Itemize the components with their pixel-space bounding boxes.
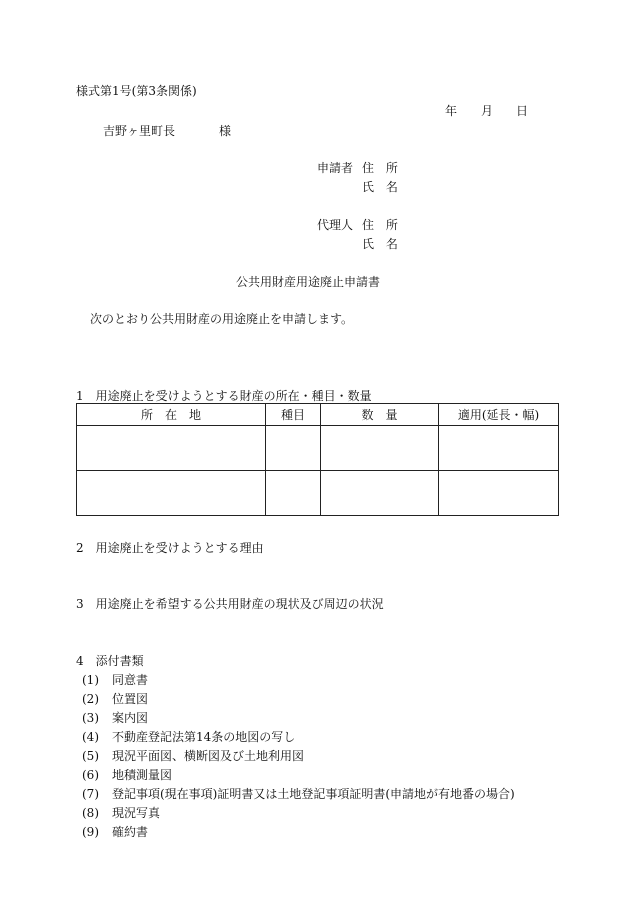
table-cell-category[interactable] <box>266 426 321 471</box>
addressee-honorific: 様 <box>219 124 232 138</box>
attachment-number: (3) <box>82 711 99 725</box>
attachment-number: (6) <box>82 768 99 782</box>
applicant-label: 申請者 <box>317 161 354 175</box>
agent-label: 代理人 <box>317 218 354 232</box>
date-year-label: 年 <box>445 104 458 118</box>
attachment-number: (1) <box>82 673 99 687</box>
attachment-number: (7) <box>82 787 99 801</box>
header-location: 所 在 地 <box>77 404 266 426</box>
attachment-item <box>82 787 515 801</box>
date-day-label: 日 <box>516 104 529 118</box>
attachment-item <box>82 711 148 725</box>
applicant-address-label: 住 所 <box>362 161 402 175</box>
attachment-text: 確約書 <box>112 825 149 839</box>
table-row <box>77 471 559 516</box>
intro-text: 次のとおり公共用財産の用途廃止を申請します。 <box>90 312 354 326</box>
agent-name-label: 氏 名 <box>362 237 402 251</box>
attachment-text: 位置図 <box>112 692 149 706</box>
date-month-label: 月 <box>481 104 494 118</box>
attachment-number: (8) <box>82 806 99 820</box>
attachment-number: (2) <box>82 692 99 706</box>
table-cell-location[interactable] <box>77 426 266 471</box>
attachment-number: (5) <box>82 749 99 763</box>
agent-address-label: 住 所 <box>362 218 402 232</box>
section-2-heading: 2 用途廃止を受けようとする理由 <box>76 541 264 555</box>
attachment-number: (9) <box>82 825 99 839</box>
table-cell-quantity[interactable] <box>321 471 439 516</box>
table-cell-quantity[interactable] <box>321 426 439 471</box>
attachment-text: 登記事項(現在事項)証明書又は土地登記事項証明書(申請地が有地番の場合) <box>112 787 515 801</box>
table-header-row <box>77 404 559 426</box>
attachment-item <box>82 749 304 763</box>
header-category: 種目 <box>266 404 321 426</box>
document-title: 公共用財産用途廃止申請書 <box>236 275 381 289</box>
section-3-heading: 3 用途廃止を希望する公共用財産の現状及び周辺の状況 <box>76 597 384 611</box>
section-4-heading: 4 添付書類 <box>76 654 144 668</box>
table-cell-category[interactable] <box>266 471 321 516</box>
attachment-text: 地積測量図 <box>112 768 173 782</box>
attachment-item <box>82 825 148 839</box>
attachment-item <box>82 730 295 744</box>
attachment-text: 現況写真 <box>112 806 161 820</box>
table-cell-location[interactable] <box>77 471 266 516</box>
section-1-heading: 1 用途廃止を受けようとする財産の所在・種目・数量 <box>76 389 372 403</box>
attachment-text: 不動産登記法第14条の地図の写し <box>112 730 296 744</box>
attachment-text: 案内図 <box>112 711 149 725</box>
header-application: 適用(延長・幅) <box>439 404 559 426</box>
attachment-item <box>82 673 148 687</box>
applicant-name-label: 氏 名 <box>362 180 402 194</box>
attachment-item <box>82 806 160 820</box>
table-row <box>77 426 559 471</box>
attachment-item <box>82 768 172 782</box>
attachment-text: 同意書 <box>112 673 149 687</box>
attachment-text: 現況平面図、横断図及び土地利用図 <box>112 749 305 763</box>
form-id: 様式第1号(第3条関係) <box>76 84 197 98</box>
attachment-number: (4) <box>82 730 99 744</box>
attachment-item <box>82 692 148 706</box>
addressee-name: 吉野ヶ里町長 <box>103 124 176 138</box>
header-quantity: 数 量 <box>321 404 439 426</box>
table-cell-application[interactable] <box>439 471 559 516</box>
table-cell-application[interactable] <box>439 426 559 471</box>
property-table <box>76 403 559 516</box>
